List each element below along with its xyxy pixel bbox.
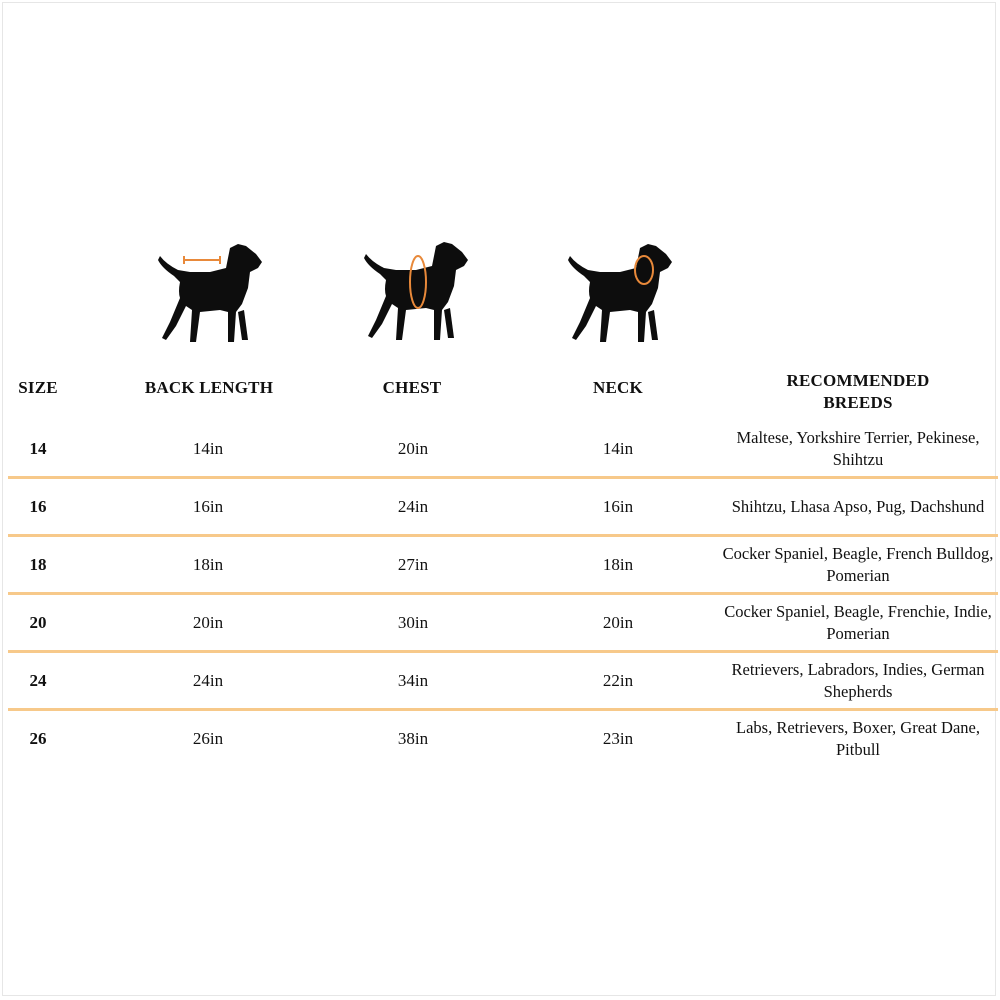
table-row bbox=[8, 479, 998, 535]
chest-cell: 38in bbox=[397, 729, 429, 748]
back-length-cell: 18in bbox=[192, 555, 224, 574]
back-length-cell: 20in bbox=[192, 613, 224, 632]
chest-cell: 27in bbox=[397, 555, 429, 574]
neck-cell: 18in bbox=[602, 555, 634, 574]
size-cell: 24 bbox=[29, 671, 47, 690]
neck-cell: 20in bbox=[602, 613, 634, 632]
size-cell: 20 bbox=[29, 613, 47, 632]
neck-cell: 14in bbox=[602, 439, 634, 458]
neck-cell: 22in bbox=[602, 671, 634, 690]
neck-cell: 16in bbox=[602, 497, 634, 516]
header-back-length: BACK LENGTH bbox=[144, 378, 274, 397]
chest-cell: 24in bbox=[397, 497, 429, 516]
chest-cell: 20in bbox=[397, 439, 429, 458]
back-length-cell: 14in bbox=[192, 439, 224, 458]
size-cell: 14 bbox=[29, 439, 47, 458]
table-row bbox=[8, 711, 998, 767]
header-breeds-line2: BREEDS bbox=[823, 393, 893, 412]
table-row bbox=[8, 653, 998, 709]
breeds-cell: Cocker Spaniel, Beagle, Frenchie, Indie, Pomerian bbox=[724, 602, 992, 643]
breeds-cell: Cocker Spaniel, Beagle, French Bulldog, Pomerian bbox=[722, 544, 994, 585]
size-cell: 18 bbox=[29, 555, 47, 574]
breeds-cell: Retrievers, Labradors, Indies, German Shepherds bbox=[731, 660, 985, 701]
table-row bbox=[8, 421, 998, 477]
header-breeds-line1: RECOMMENDED bbox=[786, 371, 930, 390]
dog-chest-icon bbox=[356, 230, 476, 350]
chest-cell: 30in bbox=[397, 613, 429, 632]
table-row bbox=[8, 595, 998, 651]
neck-cell: 23in bbox=[602, 729, 634, 748]
back-length-cell: 24in bbox=[192, 671, 224, 690]
header-size: SIZE bbox=[18, 378, 58, 397]
back-length-cell: 16in bbox=[192, 497, 224, 516]
header-neck: NECK bbox=[593, 378, 643, 397]
header-recommended-breeds bbox=[718, 370, 998, 414]
chest-cell: 34in bbox=[397, 671, 429, 690]
breeds-cell: Shihtzu, Lhasa Apso, Pug, Dachshund bbox=[731, 497, 985, 516]
dog-neck-icon bbox=[560, 232, 680, 352]
table-row bbox=[8, 537, 998, 593]
size-cell: 16 bbox=[29, 497, 47, 516]
back-length-cell: 26in bbox=[192, 729, 224, 748]
breeds-cell: Maltese, Yorkshire Terrier, Pekinese, Shihtzu bbox=[736, 428, 980, 469]
header-chest: CHEST bbox=[382, 378, 442, 397]
breeds-cell: Labs, Retrievers, Boxer, Great Dane, Pitbull bbox=[736, 718, 980, 759]
dog-back-length-icon bbox=[150, 232, 270, 352]
size-cell: 26 bbox=[29, 729, 47, 748]
